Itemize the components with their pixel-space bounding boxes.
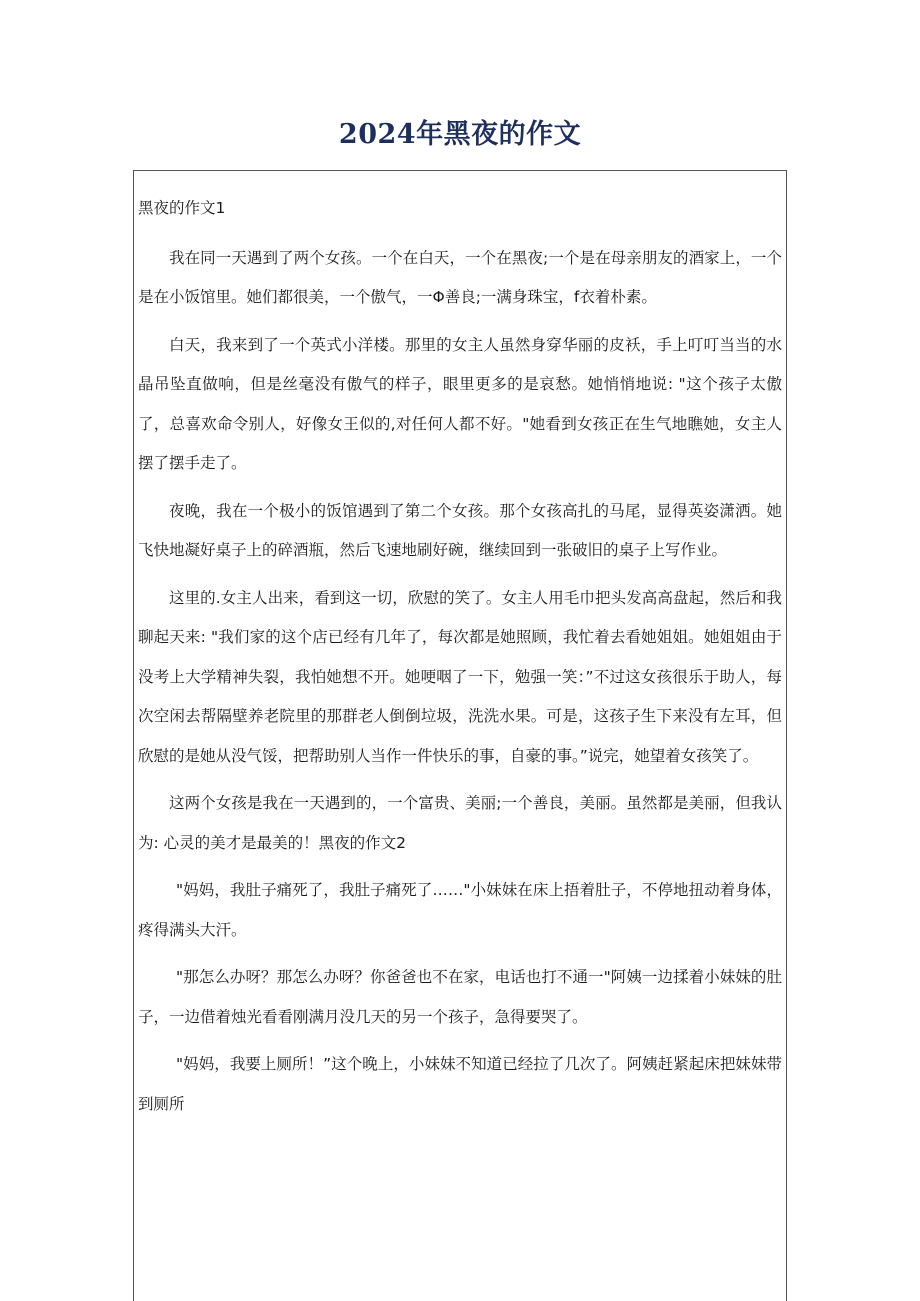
section-heading: 黑夜的作文1 [138,199,226,217]
content-frame [133,170,787,1301]
paragraph-4: 这里的.女主人出来，看到这一切，欣慰的笑了。女主人用毛巾把头发高高盘起，然后和我聊起天来: "我们家的这个店已经有几年了，每次都是她照顾，我忙着去看她姐姐。她姐姐由于没考上大学精神失裂，我怕她想不开。她哽咽了一下，勉强一笑：”不过这女孩很乐于助人，每次空闲去帮隔壁养老院里的那群老人倒倒垃圾，洗洗水果。可是，这孩子生下来没有左耳，但欣慰的是她从没气馁，把帮助别人当作一件快乐的事，自豪的事。”说完，她望着女孩笑了。 [138,588,782,765]
paragraph-3: 夜晚，我在一个极小的饭馆遇到了第二个女孩。那个女孩高扎的马尾，显得英姿潇洒。她飞快地凝好桌子上的碎酒瓶，然后飞速地刷好碗，继续回到一张破旧的桌子上写作业。 [138,501,782,559]
document-title: 2024年黑夜的作文 [338,119,582,150]
paragraph-1: 我在同一天遇到了两个女孩。一个在白天，一个在黑夜;一个是在母亲朋友的酒家上，一个是在小饭馆里。她们都很美，一个傲气，一Φ善良;一满身珠宝，f衣着朴素。 [138,248,782,306]
document-body [138,189,782,1132]
paragraph-2: 白天，我来到了一个英式小洋楼。那里的女主人虽然身穿华丽的皮袄，手上叮叮当当的水晶吊坠直做响，但是丝毫没有傲气的样子，眼里更多的是哀愁。她悄悄地说: "这个孩子太傲了，总喜欢命令别人，好像女王似的,对任何人都不好。"她看到女孩正在生气地瞧她，女主人摆了摆手走了。 [138,335,782,472]
paragraph-6: "妈妈，我肚子痛死了，我肚子痛死了……"小妹妹在床上捂着肚子，不停地扭动着身体，疼得满头大汗。 [138,881,782,939]
paragraph-5: 这两个女孩是我在一天遇到的，一个富贵、美丽;一个善良，美丽。虽然都是美丽，但我认为: 心灵的美才是最美的！黑夜的作文2 [138,794,782,852]
paragraph-7: "那怎么办呀？那怎么办呀？你爸爸也不在家，电话也打不通一"阿姨一边揉着小妹妹的肚子，一边借着烛光看看刚满月没几天的另一个孩子，急得要哭了。 [138,968,782,1026]
paragraph-8: "妈妈，我要上厕所！”这个晚上，小妹妹不知道已经拉了几次了。阿姨赶紧起床把妹妹带到厕所 [138,1055,782,1113]
